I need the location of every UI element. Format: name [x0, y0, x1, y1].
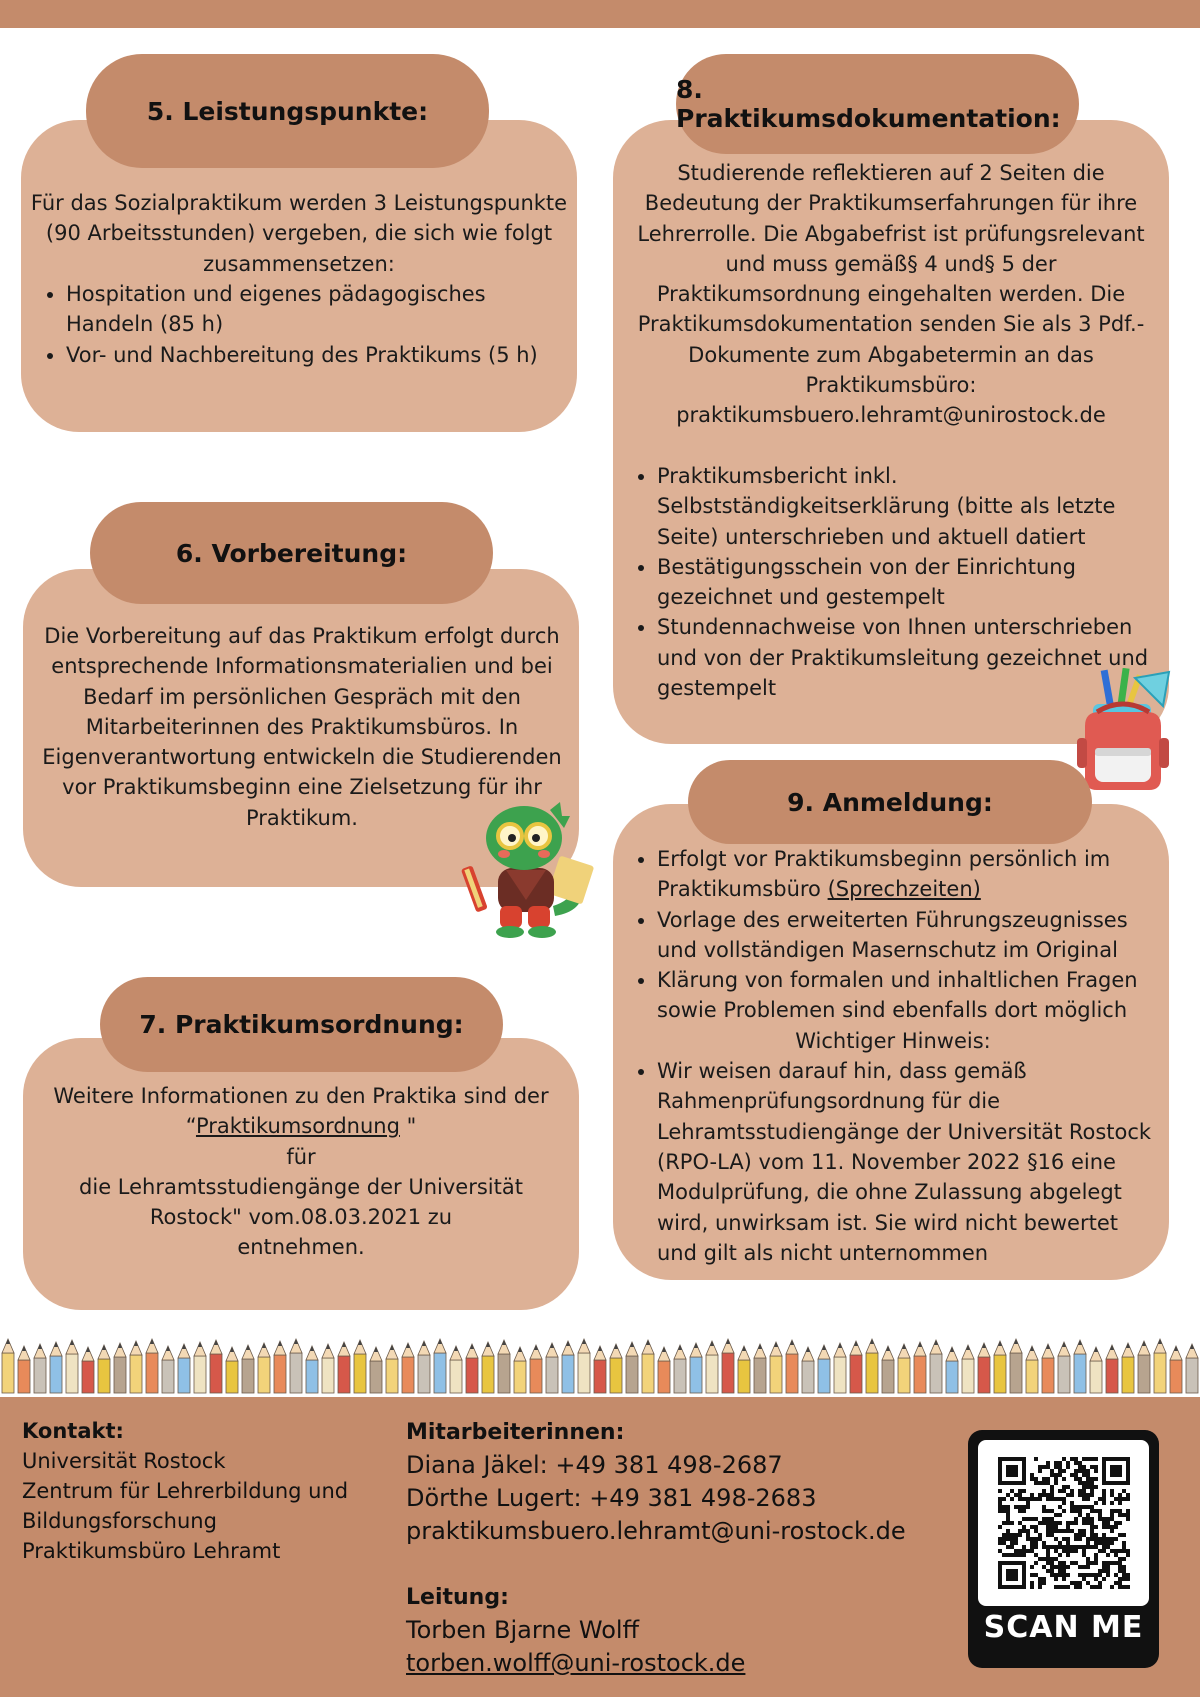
pencil [642, 1340, 654, 1393]
pencil [258, 1343, 270, 1393]
list-item: • Vor- und Nachbereitung des Praktikums (5 h) [66, 340, 584, 370]
pencil [754, 1344, 766, 1393]
pencil [1042, 1344, 1054, 1393]
pencil [418, 1341, 430, 1393]
anmeldung-list [615, 844, 1195, 1268]
pencil [98, 1345, 110, 1393]
heading-vorbereitung: 6. Vorbereitung: [90, 502, 493, 604]
pencil [722, 1339, 734, 1393]
pencil [514, 1347, 526, 1393]
backpack-illustration [1075, 668, 1175, 796]
pencil [338, 1342, 350, 1393]
pencil [450, 1346, 462, 1393]
pencil [850, 1341, 862, 1393]
pencil [370, 1347, 382, 1393]
pencil [130, 1341, 142, 1393]
pencil [1010, 1339, 1022, 1393]
pencil [818, 1345, 830, 1393]
pencil [658, 1347, 670, 1393]
pencil [994, 1341, 1006, 1393]
pencil [914, 1342, 926, 1393]
vorbereitung-text: Die Vorbereitung auf das Praktikum erfolgt durch entsprechende Informationsmaterialien und bei Bedarf im persönlichen Gespräch mit den Mitarbeiterinnen des Praktikumsbüros. In Eigenverantwortung entwickeln die Studierenden vor Praktikumsbeginn eine Zielsetzung für ihr Praktikum. [42, 624, 562, 830]
pencil [194, 1342, 206, 1393]
pencil [882, 1346, 894, 1393]
pencil [322, 1344, 334, 1393]
pencil [242, 1345, 254, 1393]
pencil [866, 1339, 878, 1393]
pencil [162, 1346, 174, 1393]
leistungspunkte-intro: Für das Sozialpraktikum werden 3 Leistungspunkte (90 Arbeitsstunden) vergeben, die sich wie folgt zusammensetzen: [30, 191, 568, 276]
list-item: • Bestätigungsschein von der Einrichtung gezeichnet und gestempelt [657, 552, 1185, 613]
pencil [834, 1343, 846, 1393]
pencil [802, 1347, 814, 1393]
pencil [434, 1339, 446, 1393]
pencil [738, 1346, 750, 1393]
pencil [146, 1339, 158, 1393]
pencil [898, 1344, 910, 1393]
pencil [482, 1342, 494, 1393]
pencil [594, 1346, 606, 1393]
pencil [530, 1345, 542, 1393]
list-item: • Stundennachweise von Ihnen unterschrieben und von der Praktikumsleitung gezeichnet und gestempelt [657, 612, 1185, 703]
pencil [114, 1343, 126, 1393]
qr-code-pattern [998, 1457, 1130, 1589]
heading-anmeldung: 9. Anmeldung: [688, 760, 1092, 844]
pencil [66, 1340, 78, 1393]
pencil [466, 1344, 478, 1393]
pencil [178, 1344, 190, 1393]
pencil [1026, 1346, 1038, 1393]
pencil [1058, 1342, 1070, 1393]
pencil [962, 1345, 974, 1393]
dokumentation-text: Studierende reflektieren auf 2 Seiten die Bedeutung der Praktikumserfahrungen für ihre Lehrerrolle. Die Abgabefrist ist prüfungsrelevant und muss gemäß§ 4 und§ 5 der Praktikumsordnung eingehalten werden. Die Praktikumsdokumentation senden Sie als 3 Pdf.- Dokumente zum Abgabetermin an das Praktikumsbüro: praktikumsbuero.lehramt@unirostock.de [613, 158, 1169, 431]
praktikumsordnung-link[interactable]: Praktikumsordnung [195, 1114, 400, 1139]
submission-email[interactable]: praktikumsbuero.lehramt@unirostock.de [676, 403, 1106, 428]
staff-email[interactable]: praktikumsbuero.lehramt@uni-rostock.de [406, 1517, 906, 1545]
praktikumsordnung-text: Weitere Informationen zu den Praktika sind der “Praktikumsordnung " für die Lehramtsstudiengänge der Universität Rostock" vom.08.03.2021 zu entnehmen. [53, 1084, 549, 1260]
scan-me-label: SCAN ME [983, 1610, 1144, 1645]
pencil [706, 1341, 718, 1393]
pencil [498, 1340, 510, 1393]
contact-block: Kontakt: Universität Rostock Zentrum für Lehrerbildung und Bildungsforschung Praktikumsbüro Lehramt [22, 1419, 349, 1563]
pencil [210, 1340, 222, 1393]
pencil [82, 1347, 94, 1393]
pencil [770, 1342, 782, 1393]
pencil [1122, 1343, 1134, 1393]
pencil [50, 1342, 62, 1393]
pencil [1186, 1344, 1198, 1393]
pencil [946, 1347, 958, 1393]
pencil [226, 1347, 238, 1393]
staff-block: Mitarbeiterinnen: Diana Jäkel: +49 381 498-2687 Dörthe Lugert: +49 381 498-2683 praktikumsbuero.lehramt@uni-rostock.de Leitung: Torben Bjarne Wolff torben.wolff@uni-rostock.de [406, 1416, 946, 1680]
pencil [354, 1340, 366, 1393]
pencil [674, 1345, 686, 1393]
sprechzeiten-link[interactable]: (Sprechzeiten) [827, 877, 981, 902]
heading-praktikumsordnung: 7. Praktikumsordnung: [100, 977, 503, 1072]
pencil [18, 1346, 30, 1393]
heading-praktikumsdokumentation: 8. Praktikumsdokumentation: [676, 54, 1079, 154]
pencil [978, 1343, 990, 1393]
top-bar [0, 0, 1200, 28]
pencil [290, 1339, 302, 1393]
pencil [386, 1345, 398, 1393]
pencil [610, 1344, 622, 1393]
list-item: • Wir weisen darauf hin, dass gemäß Rahmenprüfungsordnung für die Lehramtsstudiengänge der Universität Rostock (RPO-LA) vom 11. November 2022 §16 eine Modulprüfung, die ohne Zulassung abgelegt wird, unwirksam ist. Sie wird nicht bewertet und gilt als nicht unternommen [657, 1056, 1195, 1268]
pencil [1138, 1341, 1150, 1393]
pencil [930, 1340, 942, 1393]
pencil [34, 1344, 46, 1393]
heading-leistungspunkte: 5. Leistungspunkte: [86, 54, 489, 168]
pencil [402, 1343, 414, 1393]
lead-email-link[interactable]: torben.wolff@uni-rostock.de [406, 1649, 746, 1677]
list-item: • Klärung von formalen und inhaltlichen Fragen sowie Problemen sind ebenfalls dort möglich [657, 965, 1195, 1026]
pencil [562, 1341, 574, 1393]
leistungspunkte-list [24, 279, 584, 370]
important-hint-label: Wichtiger Hinweis: [795, 1028, 991, 1053]
list-item: • Hospitation und eigenes pädagogisches Handeln (85 h) [66, 279, 584, 340]
pencil [306, 1346, 318, 1393]
pencil [1090, 1347, 1102, 1393]
pencil [274, 1341, 286, 1393]
pencil [690, 1343, 702, 1393]
pencil [786, 1340, 798, 1393]
pencil [1106, 1345, 1118, 1393]
list-item: • Praktikumsbericht inkl. Selbstständigkeitserklärung (bitte als letzte Seite) unterschrieben und aktuell datiert [657, 461, 1185, 552]
list-item: • Erfolgt vor Praktikumsbeginn persönlich im Praktikumsbüro (Sprechzeiten) [657, 844, 1195, 905]
pencil [1074, 1340, 1086, 1393]
pencil [578, 1339, 590, 1393]
pencil [1170, 1346, 1182, 1393]
pencil [2, 1339, 14, 1393]
pencil [626, 1342, 638, 1393]
list-item: • Vorlage des erweiterten Führungszeugnisses und vollständigen Masernschutz im Original [657, 905, 1195, 966]
pencils-border [0, 1333, 1200, 1397]
pencil [546, 1343, 558, 1393]
pencil [1154, 1339, 1166, 1393]
qr-code[interactable] [968, 1430, 1159, 1668]
lizard-student-illustration [460, 798, 598, 940]
